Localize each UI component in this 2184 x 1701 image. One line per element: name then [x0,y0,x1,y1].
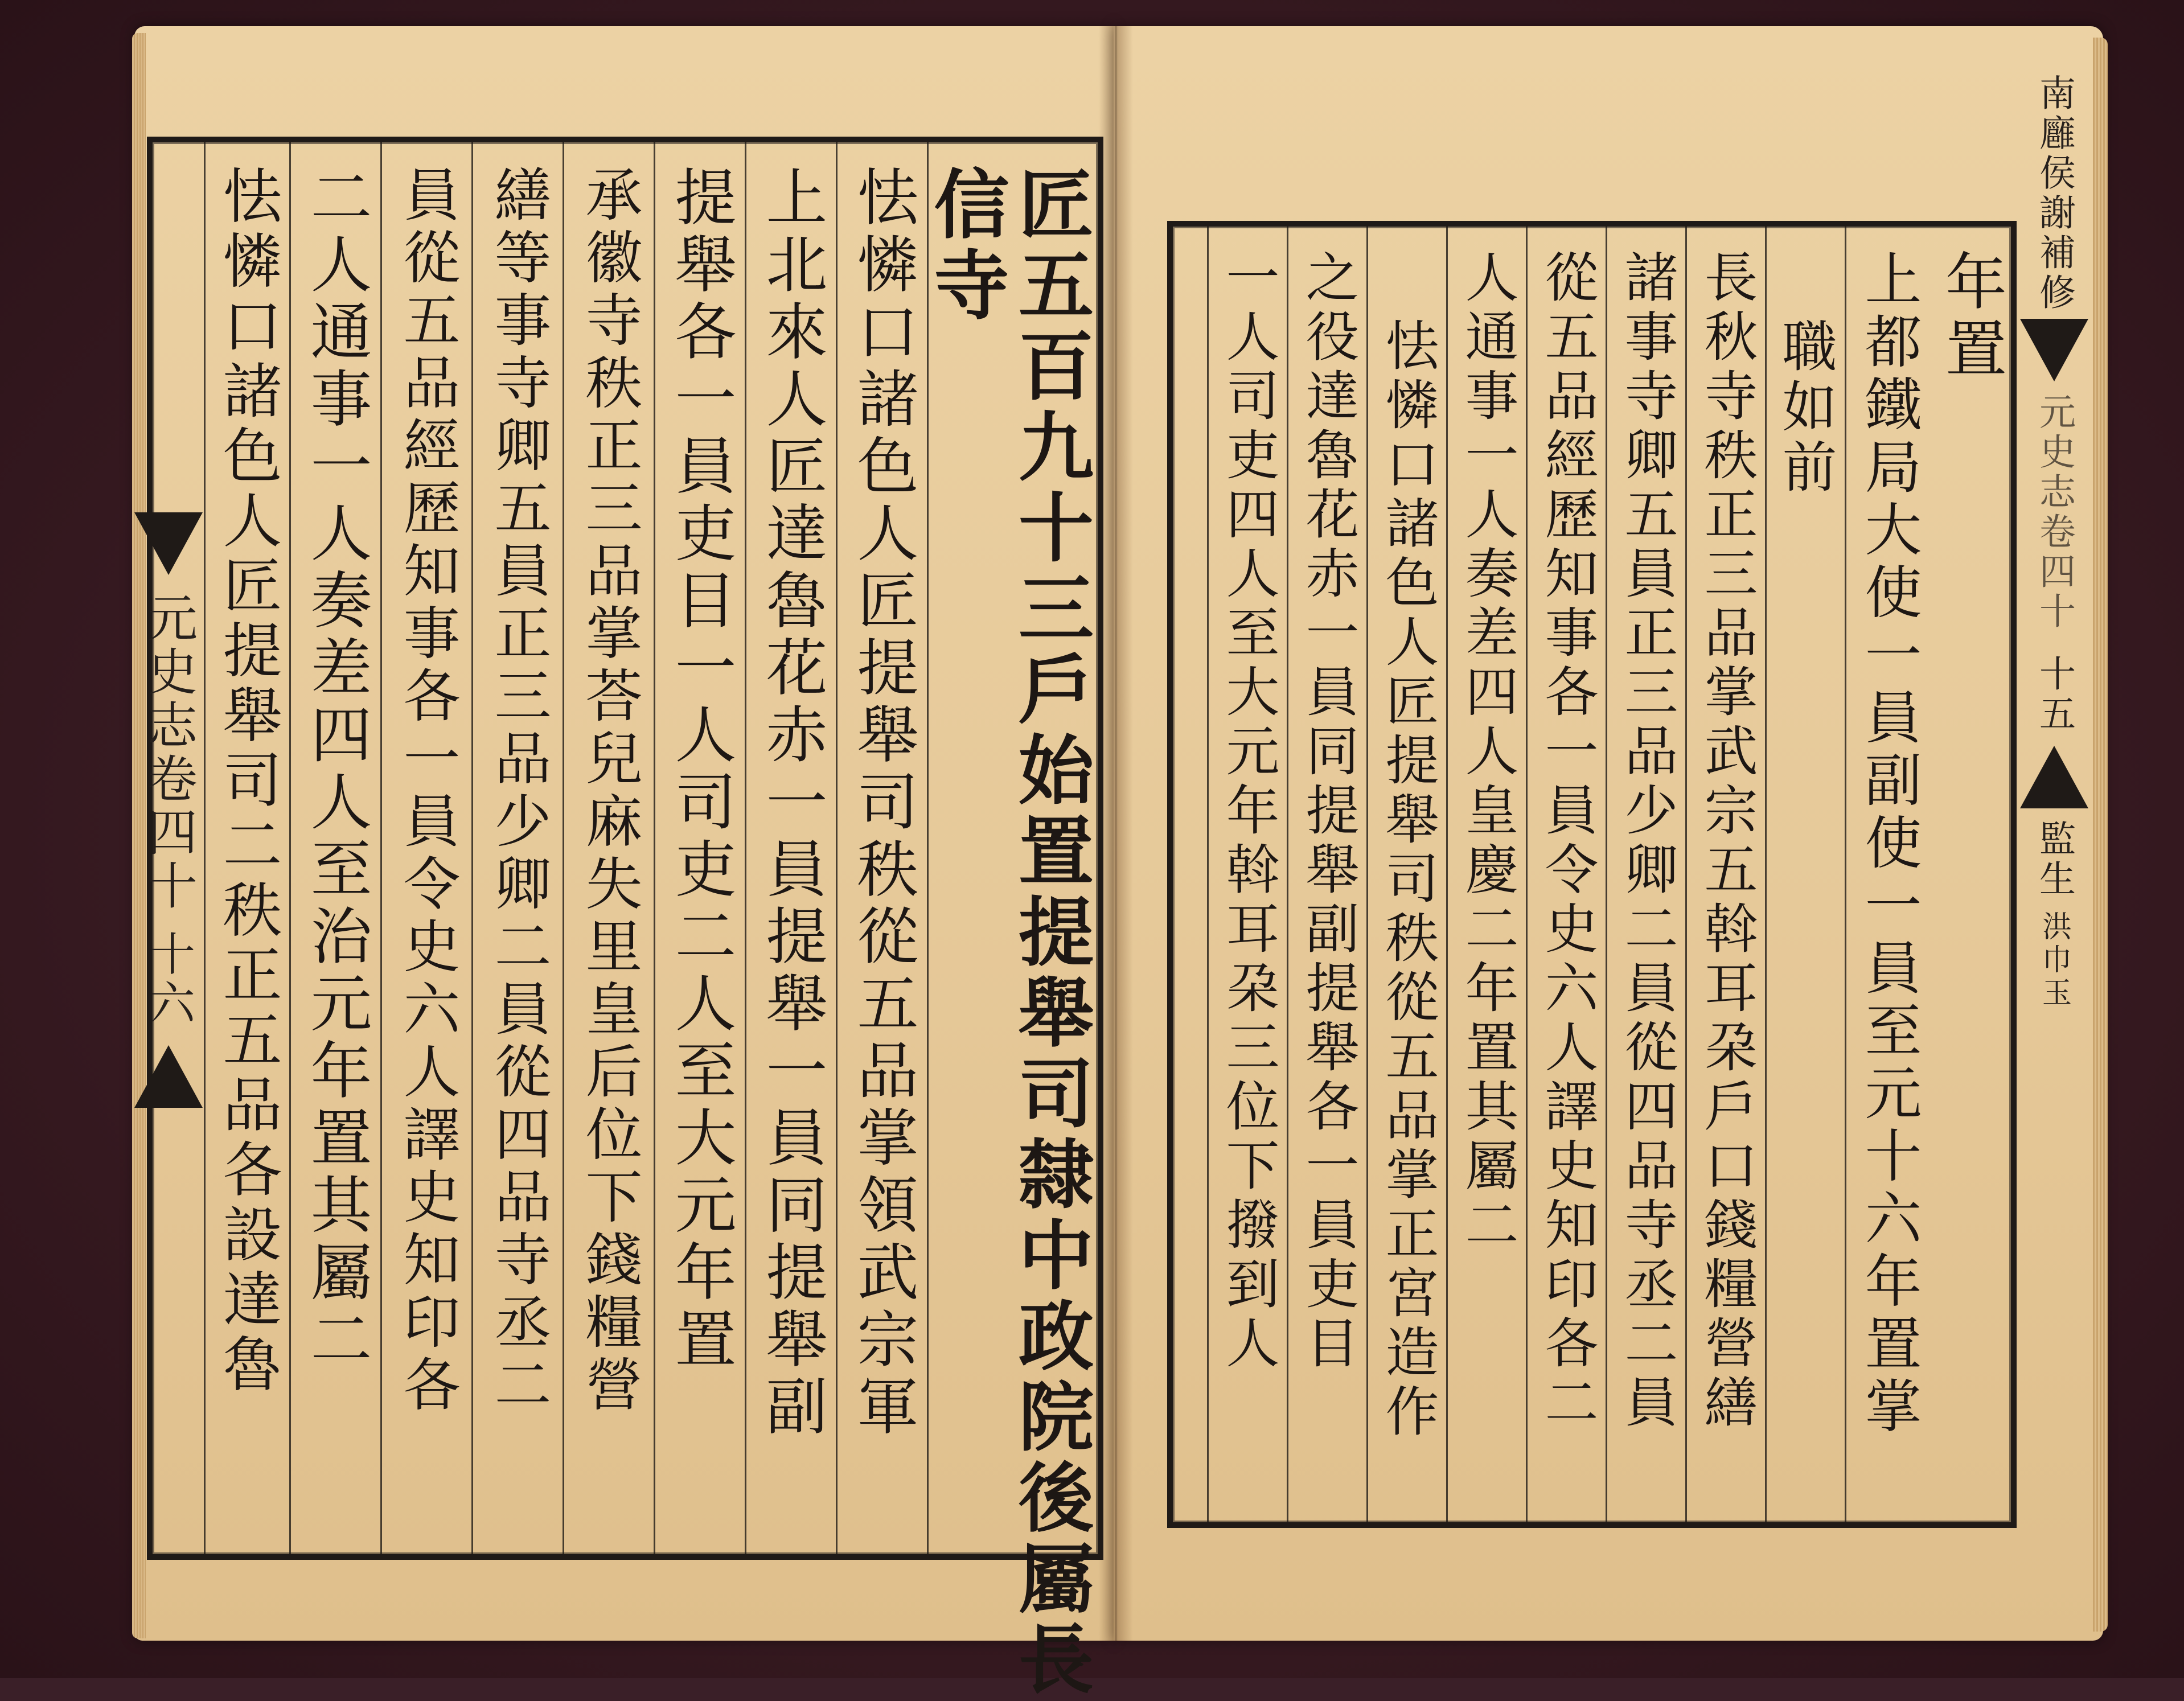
right-text-frame [1167,221,2017,1528]
left-column-9 [289,142,380,1554]
left-column-1-text: 匠五百九十三戶始置提舉司隸中政院後屬長 [1005,165,1094,1701]
right-column-1 [1930,227,2011,1522]
left-column-4 [745,142,836,1554]
left-column-3 [836,142,927,1554]
left-column-5 [654,142,745,1554]
right-column-10 [1207,227,1287,1522]
left-column-10-text: 怯憐口諸色人匠提舉司二秩正五品各設達魯 [212,165,282,1398]
left-column-2 [921,142,1009,1554]
fishtail-bottom-icon [134,1045,203,1108]
left-column-8 [380,142,471,1554]
right-fishtail-top: 南廱侯謝補修 [2033,74,2075,313]
right-column-7-text: 人通事一人奏差四人皇慶二年置其屬二 [1456,249,1518,1256]
right-column-1-text: 年置 [1935,249,2006,384]
left-page-number: 十六 [142,930,195,1028]
right-column-8 [1366,227,1446,1522]
right-column-4 [1685,227,1765,1522]
left-column-1 [1001,142,1098,1701]
left-column-8-text: 員從五品經歷知事各一員令史六人譯史知印各 [393,165,461,1418]
left-column-6-text: 承徽寺秩正三品掌荅兒麻失里皇后位下錢糧營 [576,165,643,1418]
right-page-edge [2093,38,2108,1632]
left-column-5-text: 提舉各一員吏目一人司吏二人至大元年置 [664,165,736,1374]
left-column-10 [204,142,289,1554]
right-column-5-text: 諸事寺卿五員正三品少卿二員從四品寺丞二員 [1615,249,1677,1433]
left-column-4-text: 上北來人匠達魯花赤一員提舉一員同提舉副 [756,165,827,1441]
left-column-3-text: 怯憐口諸色人匠提舉司秩從五品掌領武宗軍 [847,165,918,1441]
right-column-3-text: 職如前 [1774,318,1837,499]
right-column-4-text: 長秋寺秩正三品掌武宗五斡耳朶戶口錢糧營繕 [1695,249,1757,1433]
right-fishtail-top-icon [2020,319,2088,381]
left-column-2-text: 信寺 [921,165,1009,327]
left-text-frame [147,137,1103,1701]
book-gutter [1099,26,1133,1641]
right-column-8-text: 怯憐口諸色人匠提舉司秩從五品掌正宮造作 [1376,318,1438,1443]
right-column-9-text: 之役達魯花赤一員同提舉副提舉各一員吏目 [1296,249,1358,1374]
right-column-10-text: 一人司吏四人至大元年斡耳朶三位下撥到人 [1217,249,1279,1374]
fishtail-top-icon [134,512,203,575]
left-fishtail-title: 元史志卷四十 [139,592,198,913]
right-column-2 [1845,227,1930,1522]
left-column-6 [563,142,654,1554]
right-column-5 [1606,227,1685,1522]
right-fishtail-label: 監生 [2033,820,2075,899]
right-fishtail-title: 元史志卷四十 [2033,393,2075,632]
right-fishtail-bottom-icon [2020,746,2088,808]
right-column-6-text: 從五品經歷知事各一員令史六人譯史知印各二 [1536,249,1598,1433]
right-fishtail-name: 洪巾玉 [2037,911,2071,1010]
right-column-9 [1287,227,1366,1522]
right-fishtail [2020,74,2088,1497]
right-column-3 [1765,227,1845,1522]
right-page-number: 十五 [2033,655,2075,734]
left-fishtail [134,501,203,1207]
left-column-7 [471,142,563,1554]
left-column-7-text: 繕等事寺卿五員正三品少卿二員從四品寺丞二 [485,165,552,1418]
right-column-6 [1526,227,1606,1522]
right-column-7 [1446,227,1526,1522]
right-column-2-text: 上都鐵局大使一員副使一員至元十六年置掌 [1855,249,1922,1439]
left-column-9-text: 二人通事一人奏差四人至治元年置其屬二 [300,165,371,1374]
